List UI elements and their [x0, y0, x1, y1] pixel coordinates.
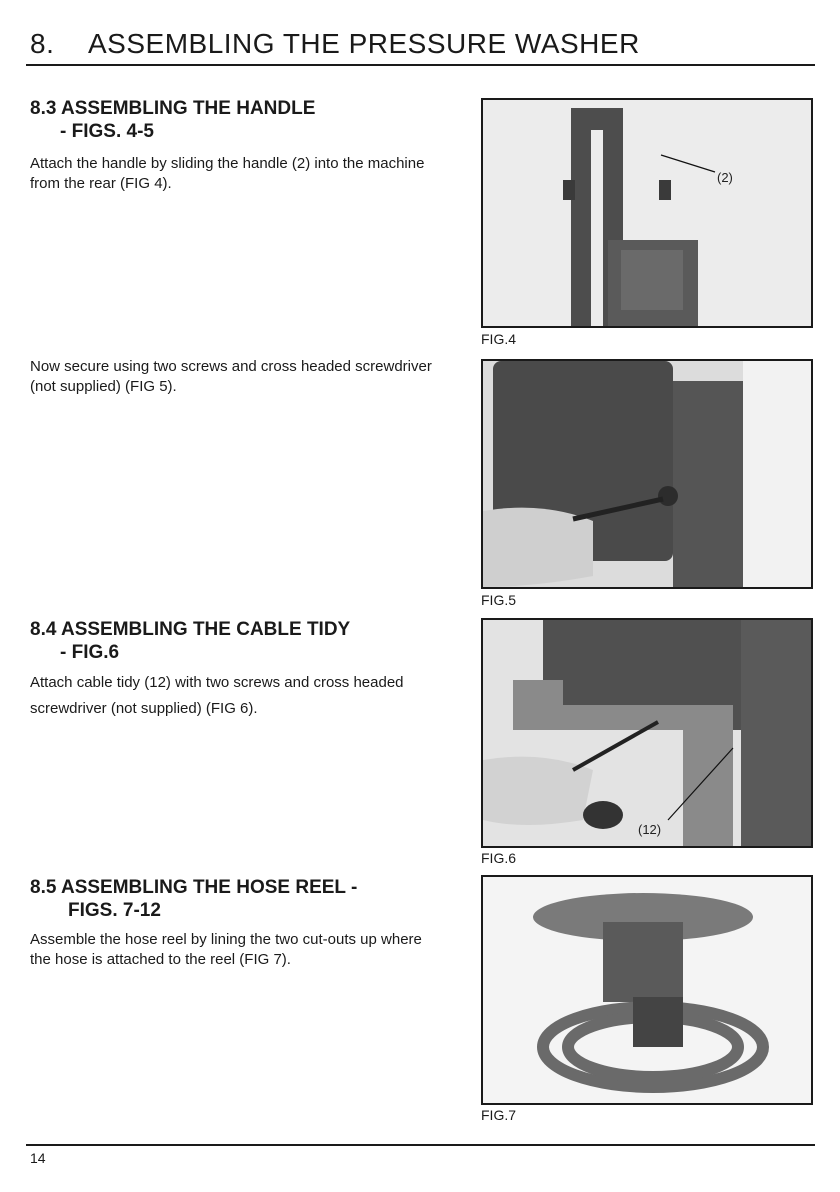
figure-4-callout: (2)	[717, 170, 733, 185]
figure-6-callout: (12)	[638, 822, 662, 837]
chapter-title: ASSEMBLING THE PRESSURE WASHER	[88, 28, 640, 59]
section-heading-line: 8.4 ASSEMBLING THE CABLE TIDY	[30, 619, 351, 640]
figure-4-label: FIG.4	[481, 331, 517, 347]
section-heading-line: - FIG.6	[60, 642, 120, 663]
section-heading-hose-reel	[30, 876, 357, 922]
page-title	[30, 28, 640, 60]
header-rule	[26, 64, 815, 66]
figure-6-label: FIG.6	[481, 850, 517, 866]
section-heading-handle	[30, 97, 315, 143]
handle-photo-illustration	[483, 100, 811, 326]
page-number: 14	[30, 1150, 46, 1166]
figure-5-label: FIG.5	[481, 592, 517, 608]
paragraph-handle-attach: Attach the handle by sliding the handle (2) into the machine from the rear (FIG 4).	[30, 155, 425, 192]
figure-7-photo	[481, 875, 813, 1105]
figure-4-photo	[481, 98, 813, 328]
hose-reel-photo-illustration	[483, 877, 811, 1103]
section-heading-line: FIGS. 7-12	[68, 900, 161, 921]
figure-5-photo	[481, 359, 813, 589]
chapter-number: 8.	[30, 28, 55, 59]
screwdriver-photo-illustration	[483, 361, 811, 587]
paragraph-handle-secure: Now secure using two screws and cross headed screwdriver (not supplied) (FIG 5).	[30, 358, 432, 395]
section-heading-line: - FIGS. 4-5	[60, 121, 154, 142]
section-heading-line: 8.3 ASSEMBLING THE HANDLE	[30, 98, 316, 119]
cable-tidy-photo-illustration	[483, 620, 811, 846]
paragraph-hose-reel: Assemble the hose reel by lining the two cut-outs up where the hose is attached to the reel (FIG 7).	[30, 931, 422, 968]
footer-rule	[26, 1144, 815, 1146]
section-heading-line: 8.5 ASSEMBLING THE HOSE REEL -	[30, 877, 358, 898]
paragraph-cable-tidy: Attach cable tidy (12) with two screws and cross headed screwdriver (not supplied) (FIG 6).	[30, 674, 404, 717]
figure-7-label: FIG.7	[481, 1107, 517, 1123]
figure-6-photo	[481, 618, 813, 848]
section-heading-cable-tidy	[30, 618, 350, 664]
